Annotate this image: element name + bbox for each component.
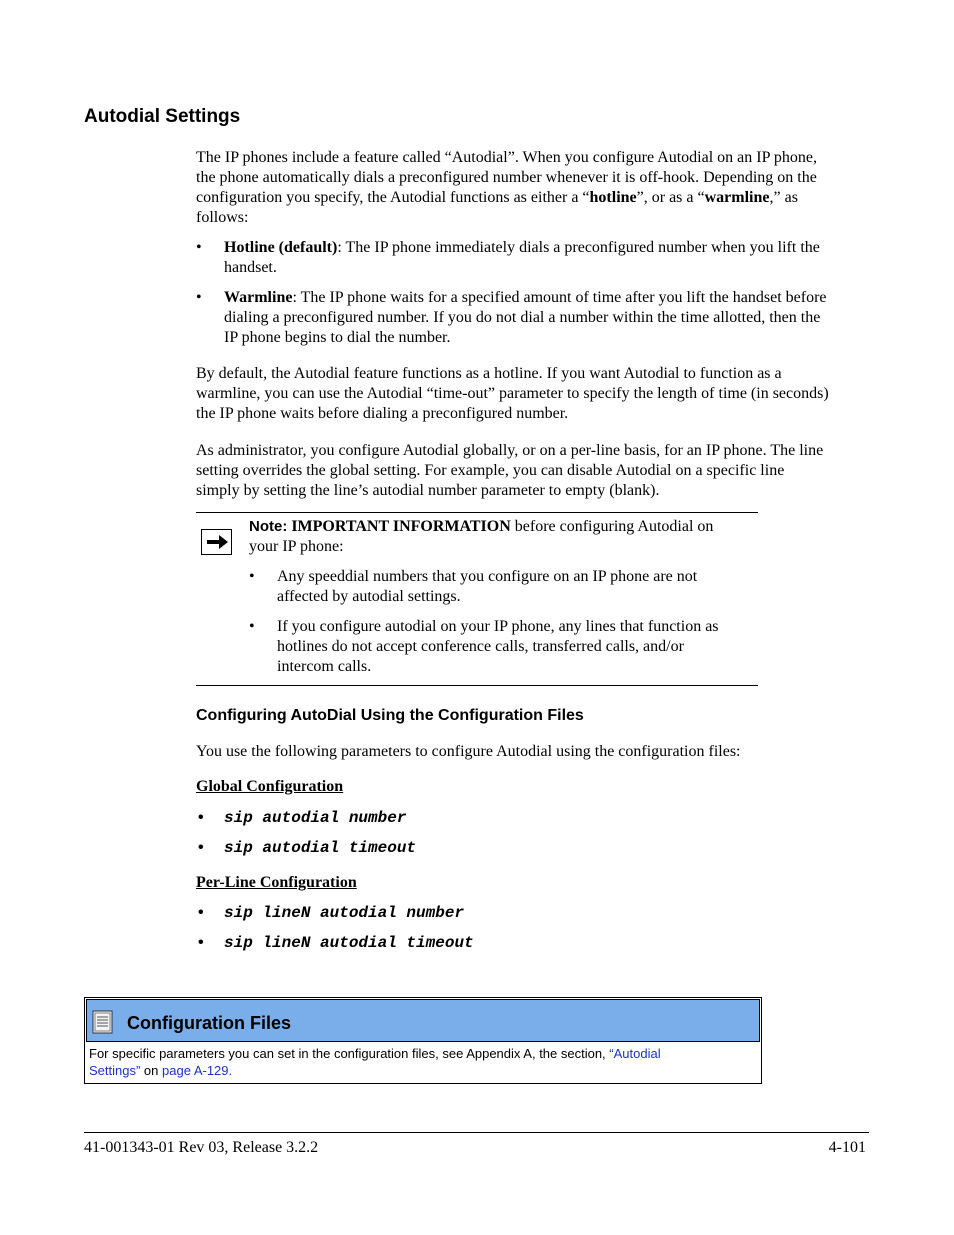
intro-line-3: configuration you specify, the Autodial functions as either a “hotline”, or as a “warmline,” as [196,189,798,206]
intro-line-2: the phone automatically dials a preconfigured number whenever it is off-hook. Depending on the [196,169,817,186]
default-paragraph: By default, the Autodial feature functions as a hotline. If you want Autodial to function as a warmline, you can use the Autodial “time-out” parameter to specify the length of time (in seconds) the IP phone waits before dialing a preconfigured number. [196,365,829,422]
param-sip-linen-autodial-timeout: sip lineN autodial timeout [224,934,474,952]
subsection-heading: Configuring AutoDial Using the Configuration Files [196,707,584,724]
note-text: Note: IMPORTANT INFORMATION before configuring Autodial on your IP phone: [249,518,714,555]
perline-config-label: Per-Line Configuration [196,874,357,891]
config-files-title: Configuration Files [127,1013,291,1033]
footer-page-number: 4-101 [828,1139,866,1156]
autodial-settings-link[interactable]: “Autodial [609,1046,661,1061]
note-bottom-rule [196,685,758,686]
note-arrow-icon [201,529,232,555]
global-config-label: Global Configuration [196,778,344,795]
param-sip-autodial-timeout: sip autodial timeout [224,839,417,857]
admin-paragraph: As administrator, you configure Autodial globally, or on a per-line basis, for an IP phone. The line setting overrides the global setting. For example, you can disable Autodial on a specific line simply by setting the line’s autodial number parameter to empty (blank). [196,442,824,499]
config-files-text: For specific parameters you can set in the configuration files, see Appendix A, the section, “Autodial Settings” on page A-129. [89,1046,661,1078]
section-heading: Autodial Settings [84,106,241,127]
page-link[interactable]: page A-129 [162,1063,229,1078]
document-icon [92,1010,114,1034]
footer-doc-id: 41-001343-01 Rev 03, Release 3.2.2 [84,1139,319,1156]
autodial-settings-link-cont[interactable]: Settings” [89,1063,141,1078]
bullet-dot: • [196,239,202,256]
footer-rule [84,1132,869,1133]
subsection-intro: You use the following parameters to configure Autodial using the configuration files: [196,743,741,760]
intro-line-4: follows: [196,209,249,226]
param-sip-linen-autodial-number: sip lineN autodial number [224,904,465,922]
intro-paragraph [196,148,872,228]
intro-line-1: The IP phones include a feature called “Autodial”. When you configure Autodial on an IP phone, [196,149,817,166]
note-top-rule [196,512,758,513]
bullet-dot: • [196,289,202,306]
param-sip-autodial-number: sip autodial number [224,809,407,827]
